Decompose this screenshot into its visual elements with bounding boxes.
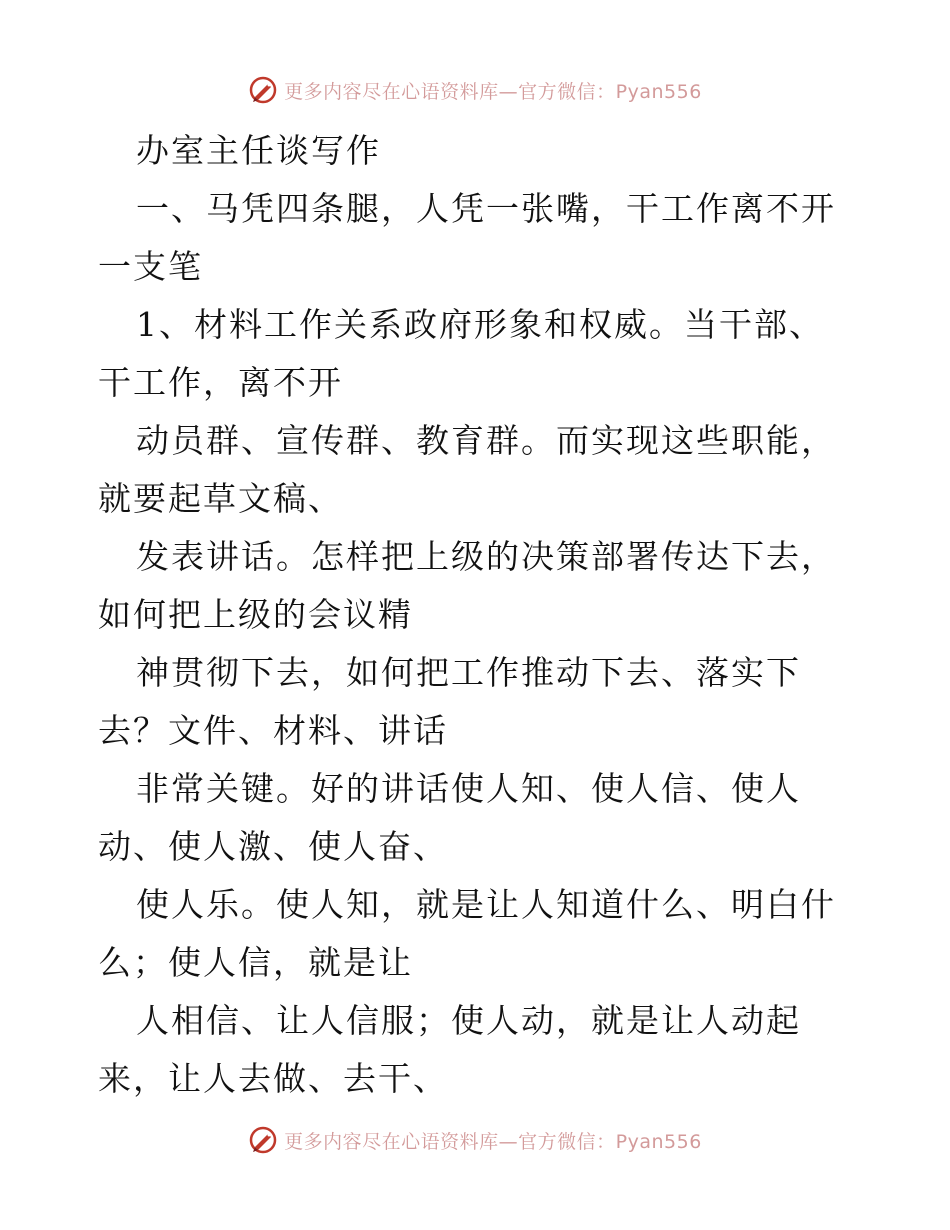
pen-logo-icon: [248, 1125, 278, 1155]
document-title: 办室主任谈写作: [136, 131, 381, 170]
document-body: [98, 122, 858, 1108]
header-watermark: [0, 72, 950, 108]
watermark-text: 更多内容尽在心语资料库—官方微信：Pyan556: [284, 80, 702, 103]
footer-watermark: [0, 1122, 950, 1158]
paragraph: 神贯彻下去，如何把工作推动下去、落实下去？文件、材料、讲话: [98, 653, 801, 750]
paragraph: 非常关键。好的讲话使人知、使人信、使人动、使人激、使人奋、: [98, 769, 801, 866]
paragraph: 使人乐。使人知，就是让人知道什么、明白什么；使人信，就是让: [98, 885, 836, 982]
paragraph: 1、材料工作关系政府形象和权威。当干部、干工作，离不开: [98, 305, 824, 402]
paragraph: 一、马凭四条腿，人凭一张嘴，干工作离不开一支笔: [98, 189, 836, 286]
watermark-text: 更多内容尽在心语资料库—官方微信：Pyan556: [284, 1130, 702, 1153]
paragraph: 动员群、宣传群、教育群。而实现这些职能，就要起草文稿、: [98, 421, 836, 518]
paragraph: 发表讲话。怎样把上级的决策部署传达下去，如何把上级的会议精: [98, 537, 836, 634]
pen-logo-icon: [248, 75, 278, 105]
paragraph: 人相信、让人信服；使人动，就是让人动起来，让人去做、去干、: [98, 1001, 801, 1098]
